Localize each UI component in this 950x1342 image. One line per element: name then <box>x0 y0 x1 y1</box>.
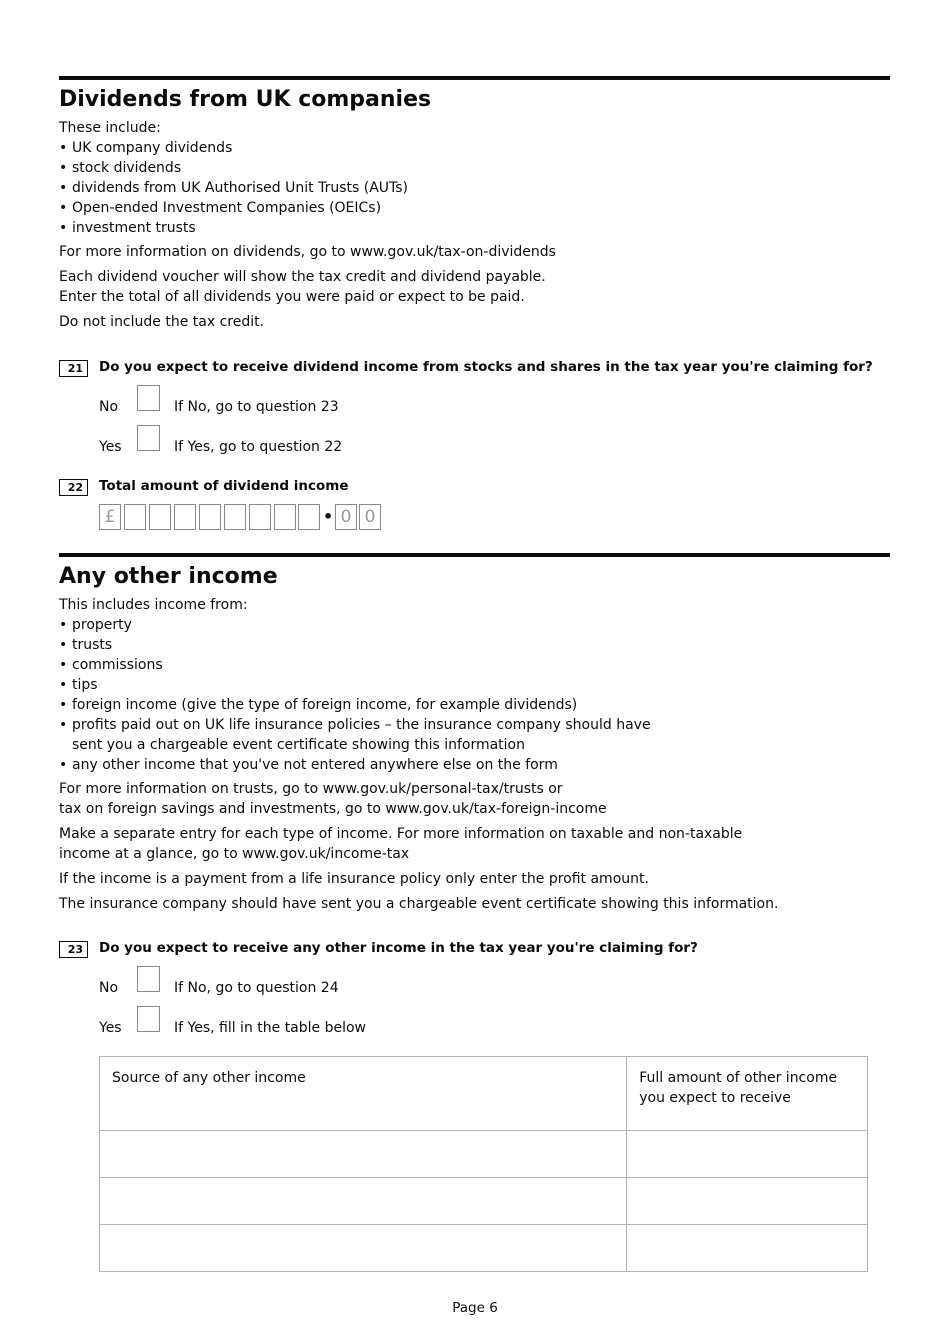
amount-digit-box[interactable] <box>124 504 146 530</box>
dividends-voucher-line2: Enter the total of all dividends you were paid or expect to be paid. <box>59 289 525 305</box>
pence-digit-box[interactable]: 0 <box>359 504 381 530</box>
q21-no-hint: If No, go to question 23 <box>174 399 339 415</box>
amount-digit-box[interactable] <box>298 504 320 530</box>
amount-digit-box[interactable] <box>174 504 196 530</box>
dividends-intro: These include: <box>59 120 161 136</box>
list-item: • any other income that you've not entered anywhere else on the form <box>59 755 651 775</box>
section-divider <box>59 76 890 80</box>
list-item: • dividends from UK Authorised Unit Trusts (AUTs) <box>59 178 408 198</box>
page-number: Page 6 <box>452 1300 498 1316</box>
amount-digit-box[interactable] <box>199 504 221 530</box>
list-item: • trusts <box>59 635 651 655</box>
amount-digit-box[interactable] <box>224 504 246 530</box>
q21-yes-label: Yes <box>99 439 122 455</box>
list-item: • commissions <box>59 655 651 675</box>
other-income-list <box>59 615 651 775</box>
q21-yes-hint: If Yes, go to question 22 <box>174 439 343 455</box>
q23-no-checkbox[interactable] <box>137 966 160 992</box>
q23-no-label: No <box>99 980 119 996</box>
other-income-table <box>99 1056 868 1272</box>
column-header-source: Source of any other income <box>100 1057 627 1131</box>
list-item: • property <box>59 615 651 635</box>
dividends-no-tax-credit: Do not include the tax credit. <box>59 314 265 330</box>
q21-no-label: No <box>99 399 119 415</box>
trusts-info-line1: For more information on trusts, go to www.gov.uk/personal-tax/trusts or <box>59 781 563 797</box>
question-number-22: 22 <box>59 479 88 496</box>
amount-digit-box[interactable] <box>149 504 171 530</box>
question-21-text: Do you expect to receive dividend income from stocks and shares in the tax year you're claiming for? <box>99 359 873 375</box>
column-header-amount: Full amount of other income you expect to receive <box>627 1057 868 1131</box>
dividends-voucher-line1: Each dividend voucher will show the tax credit and dividend payable. <box>59 269 546 285</box>
amount-cell[interactable] <box>627 1178 868 1225</box>
list-item-line: profits paid out on UK life insurance policies – the insurance company should have <box>72 717 651 733</box>
dividends-more-info: For more information on dividends, go to www.gov.uk/tax-on-dividends <box>59 244 556 260</box>
q21-yes-checkbox[interactable] <box>137 425 160 451</box>
list-item: • stock dividends <box>59 158 408 178</box>
list-item <box>59 715 651 755</box>
separate-entry-line1: Make a separate entry for each type of income. For more information on taxable and non-taxable <box>59 826 743 842</box>
dividends-heading: Dividends from UK companies <box>59 87 432 112</box>
other-income-intro: This includes income from: <box>59 597 248 613</box>
list-item: • foreign income (give the type of foreign income, for example dividends) <box>59 695 651 715</box>
amount-digit-box[interactable] <box>249 504 271 530</box>
pence-digit-box[interactable]: 0 <box>335 504 357 530</box>
other-income-heading: Any other income <box>59 564 278 589</box>
list-item: • UK company dividends <box>59 138 408 158</box>
q23-yes-checkbox[interactable] <box>137 1006 160 1032</box>
amount-cell[interactable] <box>627 1131 868 1178</box>
amount-cell[interactable] <box>627 1225 868 1272</box>
q21-no-checkbox[interactable] <box>137 385 160 411</box>
amount-digit-box[interactable] <box>274 504 296 530</box>
section-divider <box>59 553 890 557</box>
question-22-text: Total amount of dividend income <box>99 478 349 494</box>
question-number-23: 23 <box>59 941 88 958</box>
dividends-list <box>59 138 408 238</box>
source-cell[interactable] <box>100 1225 627 1272</box>
list-item-line: sent you a chargeable event certificate showing this information <box>72 737 525 753</box>
separate-entry-line2: income at a glance, go to www.gov.uk/income-tax <box>59 846 410 862</box>
list-item: • investment trusts <box>59 218 408 238</box>
list-item: • Open-ended Investment Companies (OEICs) <box>59 198 408 218</box>
life-policy-note: If the income is a payment from a life insurance policy only enter the profit amount. <box>59 871 649 887</box>
source-cell[interactable] <box>100 1178 627 1225</box>
currency-symbol: £ <box>99 504 121 530</box>
list-item: • tips <box>59 675 651 695</box>
source-cell[interactable] <box>100 1131 627 1178</box>
q23-no-hint: If No, go to question 24 <box>174 980 339 996</box>
table-row <box>100 1178 868 1225</box>
table-header-row <box>100 1057 868 1131</box>
trusts-info-line2: tax on foreign savings and investments, go to www.gov.uk/tax-foreign-income <box>59 801 607 817</box>
q23-yes-label: Yes <box>99 1020 122 1036</box>
q23-yes-hint: If Yes, fill in the table below <box>174 1020 367 1036</box>
question-number-21: 21 <box>59 360 88 377</box>
table-row <box>100 1225 868 1272</box>
table-row <box>100 1131 868 1178</box>
question-23-text: Do you expect to receive any other income in the tax year you're claiming for? <box>99 940 698 956</box>
certificate-note: The insurance company should have sent you a chargeable event certificate showing this information. <box>59 896 779 912</box>
decimal-point: • <box>323 507 334 526</box>
